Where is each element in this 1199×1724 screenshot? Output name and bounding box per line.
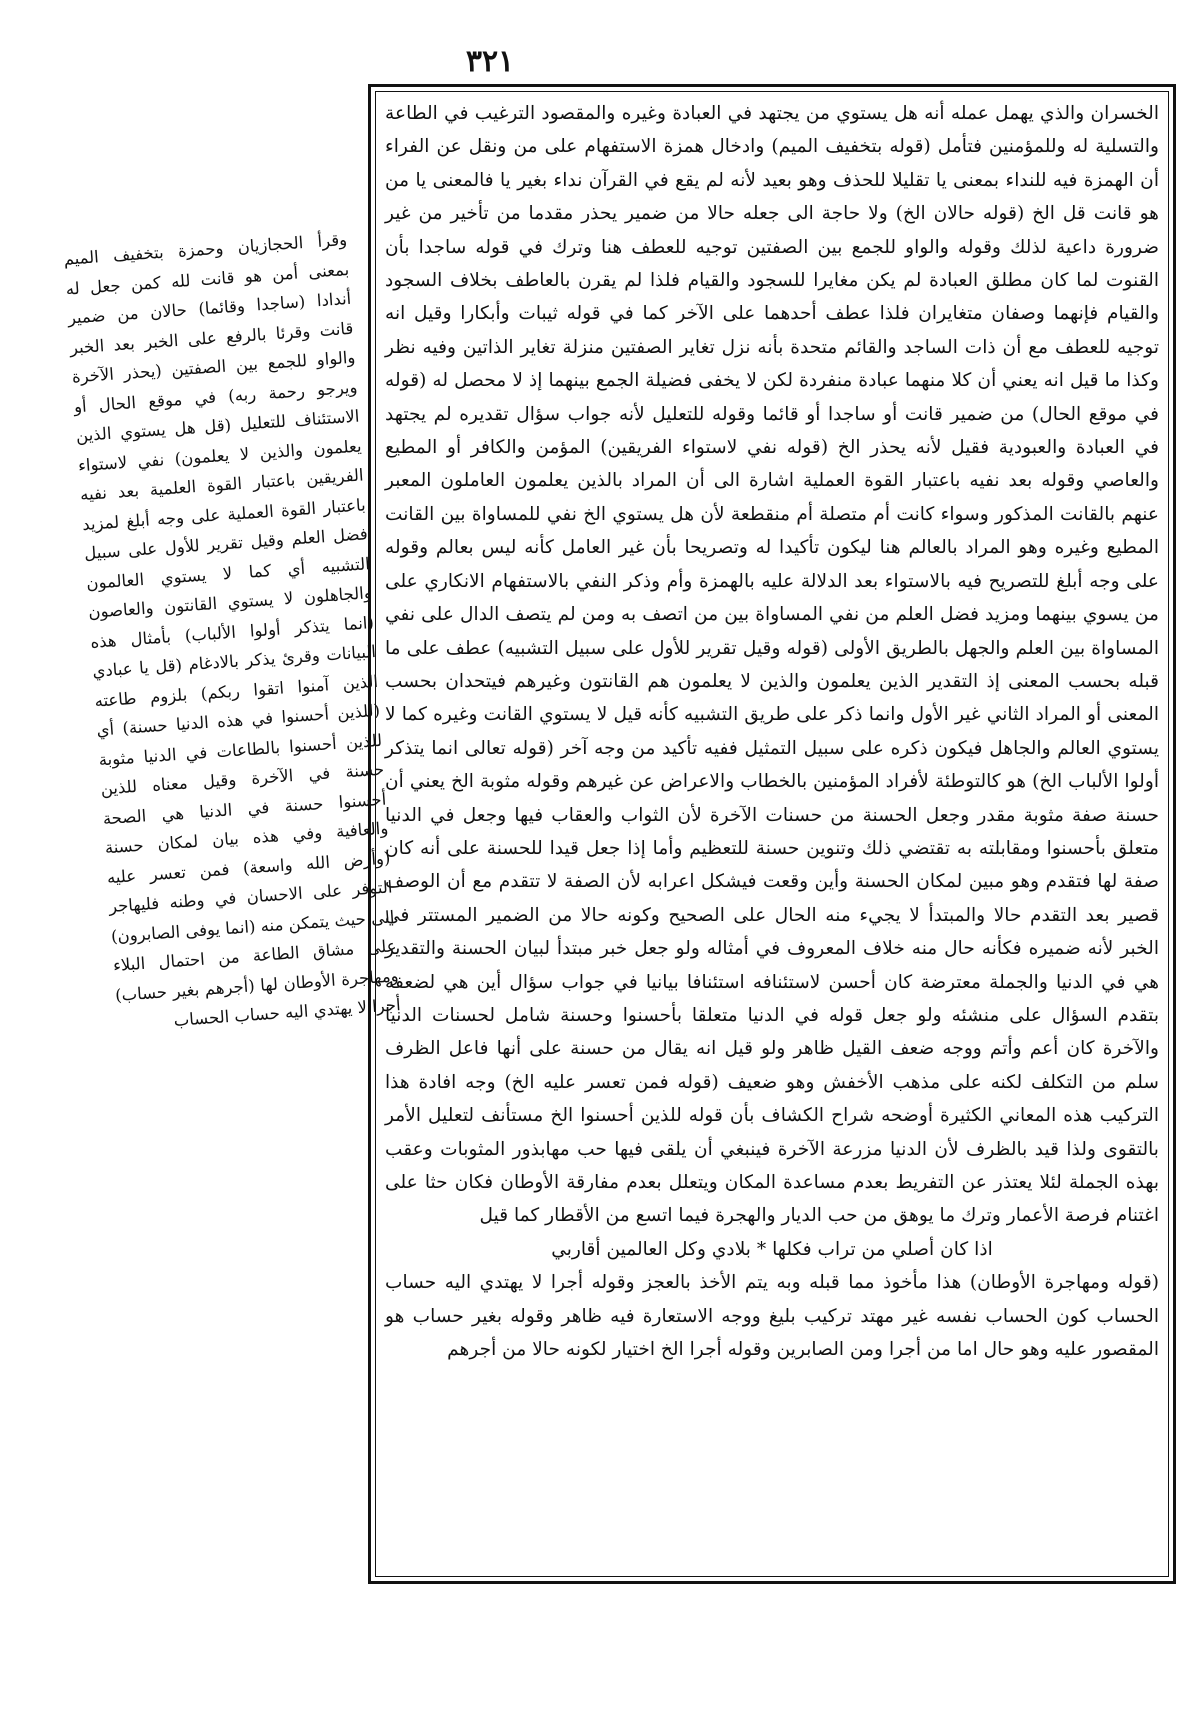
main-text-block xyxy=(385,97,1159,1571)
page-number: ٣٢١ xyxy=(465,44,515,79)
margin-paragraph: وقرأ الحجازيان وحمزة بتخفيف الميم بمعنى أمن هو قانت لله كمن جعل له أندادا (ساجدا وقائما) حالان من ضمير قانت وقرئا بالرفع على الخبر بعد الخبر والواو للجمع بين الصفتين (يحذر الآخرة ويرجو رحمة ربه) في موقع الحال أو الاستئناف للتعليل (قل هل يستوي الذين يعلمون والذين لا يعلمون) نفي لاستواء الفريقين باعتبار القوة العلمية بعد نفيه باعتبار القوة العملية على وجه أبلغ لمزيد فضل العلم وقيل تقرير للأول على سبيل التشبيه أي كما لا يستوي العالمون والجاهلون لا يستوي القانتون والعاصون (انما يتذكر أولوا الألباب) بأمثال هذه البيانات وقرئ يذكر بالادغام (قل يا عبادي الذين آمنوا اتقوا ربكم) بلزوم طاعته (للذين أحسنوا في هذه الدنيا حسنة) أي للذين أحسنوا بالطاعات في الدنيا مثوبة حسنة في الآخرة وقيل معناه للذين أحسنوا حسنة في الدنيا هي الصحة والعافية وفي هذه بيان لمكان حسنة (وأرض الله واسعة) فمن تعسر عليه التوفر على الاحسان في وطنه فليهاجر الى حيث يتمكن منه (انما يوفى الصابرون) على مشاق الطاعة من احتمال البلاء ومهاجرة الأوطان لها (أجرهم بغير حساب) أجرا لا يهتدي اليه حساب الحساب xyxy=(63,229,402,1030)
main-paragraph: الخسران والذي يهمل عمله أنه هل يستوي من يجتهد في العبادة وغيره والمقصود الترغيب في الطاعة والتسلية له وللمؤمنين فتأمل (قوله بتخفيف الميم) وادخال همزة الاستفهام على من ونقل عن الفراء أن الهمزة فيه للنداء بمعنى يا تقليلا للحذف وهو بعيد لأنه لم يقع في القرآن نداء بغير يا فالمعنى يا من هو قانت قل الخ (قوله حالان الخ) ولا حاجة الى جعله حالا من ضمير يحذر مقدما من تأخير من غير ضرورة داعية لذلك وقوله والواو للجمع بين الصفتين توجيه للعطف هنا وترك في قوله ساجدا بأن القنوت لما كان مطلق العبادة لم يكن مغايرا للسجود والقيام فلذا لم يقرن بالعاطف بخلاف السجود والقيام فإنهما وصفان متغايران فلذا عطف أحدهما على الآخر كما في قوله ثيبات وأبكارا وقيل انه توجيه للعطف مع أن ذات الساجد والقائم متحدة بأنه نزل تغاير الصفتين منزلة تغاير الذاتين وفيه نظر وكذا ما قيل انه يعني أن كلا منهما عبادة منفردة لكن لا يخفى فضيلة الجمع بينهما إذ لا محصل له (قوله في موقع الحال) من ضمير قانت أو ساجدا أو قائما وقوله للتعليل لأنه جواب سؤال تقديره لم يجتهد في العبادة والعبودية فقيل لأنه يحذر الخ (قوله نفي لاستواء الفريقين) المؤمن والكافر أو المطيع والعاصي وقوله بعد نفيه باعتبار القوة العملية اشارة الى أن المراد بالذين يعلمون العاملون المعبر عنهم بالقانت المذكور وسواء كانت أم متصلة أم منقطعة لأن هل يستوي الخ نفي للمساواة بين القانت المطيع وغيره وهو المراد بالعالم هنا ليكون تأكيدا له وتصريحا بأن غير العامل كأنه ليس بعالم وقوله على وجه أبلغ للتصريح فيه بالاستواء بعد الدلالة عليه بالهمزة وأم وذكر النفي بالاستفهام الانكاري على من يسوي بينهما ومزيد فضل العلم من نفي المساواة بين من اتصف به ومن لم يتصف الدال على نفي المساواة بين العلم والجهل بالطريق الأولى (قوله وقيل تقرير للأول على سبيل التشبيه) عطف على ما قبله بحسب المعنى إذ التقدير الذين يعلمون والذين لا يعلمون هم القانتون وغيرهم فيتحدان بحسب المعنى أو المراد الثاني غير الأول وانما ذكر على طريق التشبيه كأنه قيل لا يستوي القانت وغيره كما لا يستوي العالم والجاهل فيكون ذكره على سبيل التمثيل ففيه تأكيد من وجه آخر (قوله تعالى انما يتذكر أولوا الألباب الخ) هو كالتوطئة لأفراد المؤمنين بالخطاب والاعراض عن غيرهم وقوله مثوبة الخ يعني أن حسنة صفة مثوبة مقدر وجعل الحسنة من حسنات الآخرة لأن الثواب والعقاب فيها وجعل في الدنيا متعلق بأحسنوا ومقابلته به تقتضي ذلك وتنوين حسنة للتعظيم وأما إذا جعل قيدا للحسنة على أنه كان صفة لها فتقدم وهو مبين لمكان الحسنة وأين وقعت فيشكل اعرابه لأن الصفة لا تتقدم مع أن الوصف قصير بعد التقدم حالا والمبتدأ لا يجيء منه الحال على الصحيح وكونه حالا من الضمير المستتر في الخبر لأنه ضميره فكأنه حال منه خلاف المعروف في أمثاله ولو جعل خبر مبتدأ لبيان الحسنة والتقدير هي في الدنيا والجملة معترضة كان أحسن لاستئنافه استئنافا بيانيا في جواب سؤال أين هي لضعفه بتقدم السؤال على منشئه ولو جعل قوله في الدنيا متعلقا بأحسنوا وحسنة شامل لحسنات الدنيا والآخرة كان أعم وأتم ووجه ضعف القيل ظاهر ولو قيل انه يقال من حسنة على أنها فاعل الظرف سلم من التكلف لكنه على مذهب الأخفش وهو ضعيف (قوله فمن تعسر عليه الخ) وجه افادة هذا التركيب هذه المعاني الكثيرة أوضحه شراح الكشاف بأن قوله للذين أحسنوا الخ مستأنف لتعليل الأمر بالتقوى ولذا قيد بالظرف لأن الدنيا مزرعة الآخرة فينبغي أن يلقى فيها حب مهابذور المثوبات وعقب بهذه الجملة لئلا يعتذر عن التفريط بعدم مساعدة المكان ويتعلل بعدم مفارقة الأوطان فكان حثا على اغتنام فرصة الأعمار وترك ما يوهق من حب الديار والهجرة فيما اتسع من الأقطار كما قيل xyxy=(385,103,1160,1227)
main-text-frame xyxy=(368,84,1176,1584)
poem-verse: اذا كان أصلي من تراب فكلها * بلادي وكل العالمين أقاربي xyxy=(551,1238,993,1260)
margin-commentary xyxy=(62,225,402,1455)
closing-paragraph: (قوله ومهاجرة الأوطان) هذا مأخوذ مما قبله وبه يتم الأخذ بالعجز وقوله أجرا لا يهتدي اليه حساب الحساب كون الحساب نفسه غير مهتد تركيب بليغ ووجه الاستعارة فيه ظاهر وقوله بغير حساب هو المقصور عليه وهو حال اما من أجرا ومن الصابرين وقوله أجرا الخ اختيار لكونه حالا من أجرهم xyxy=(385,1272,1159,1361)
margin-text xyxy=(63,225,402,1039)
